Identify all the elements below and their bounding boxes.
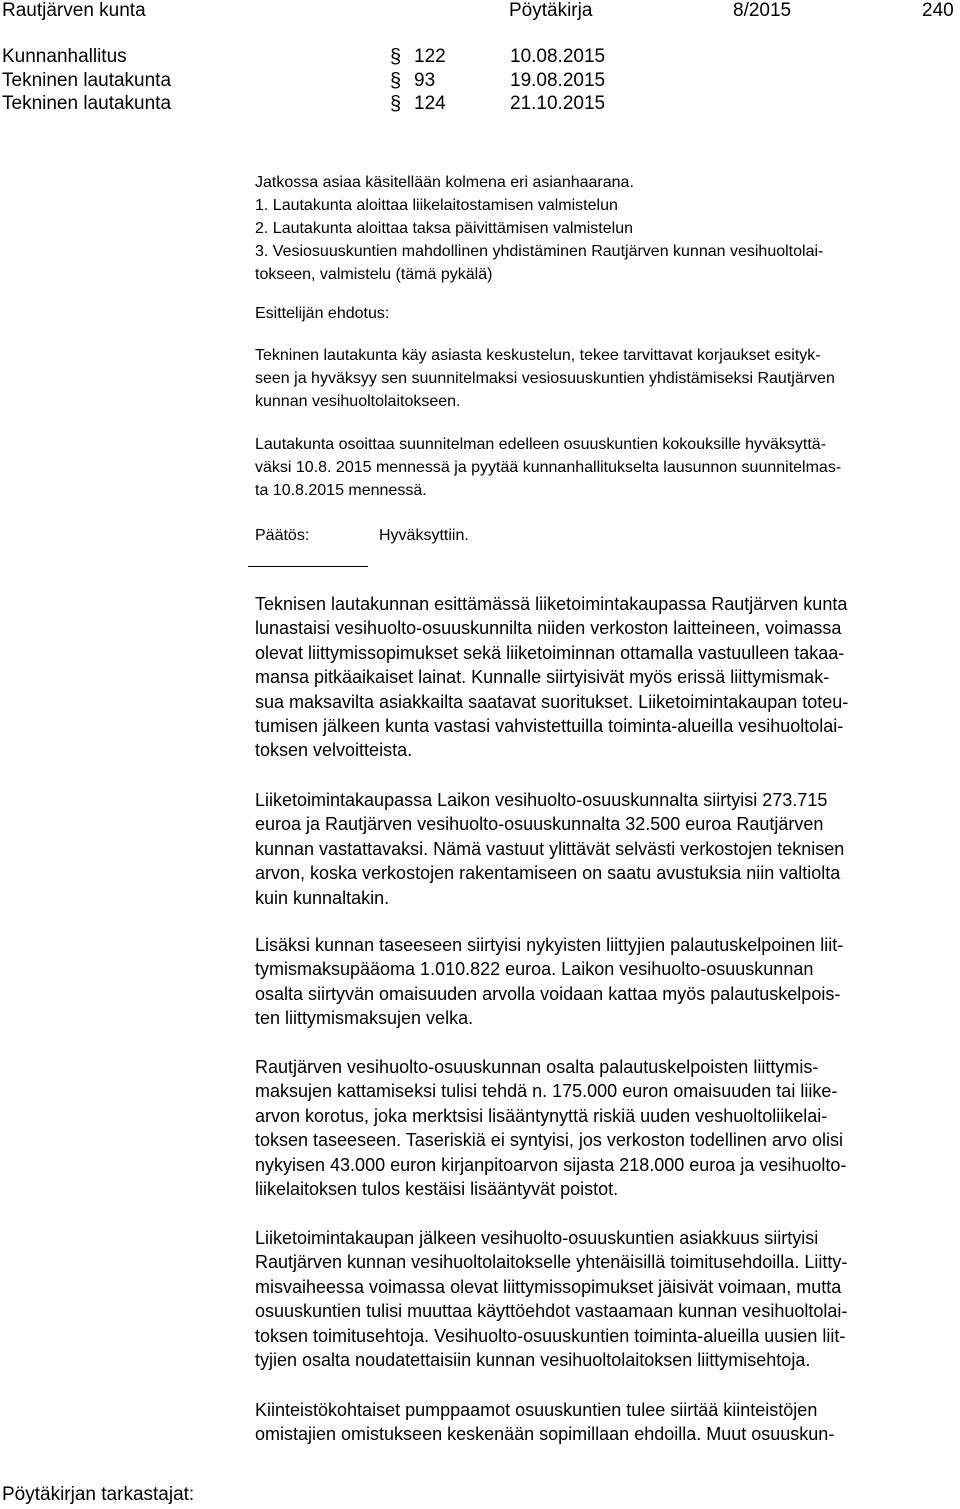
body-line: Liiketoimintakaupassa Laikon vesihuolto-osuuskunnalta siirtyisi 273.715 [255,790,828,810]
decision-label: Päätös: [255,527,310,544]
reference-date: 10.08.2015 [510,46,606,67]
body-line: toksen toimitusehtoja. Vesihuolto-osuuskuntien toiminta-alueilla uusien liit- [255,1325,846,1346]
municipality-name: Rautjärven kunta [2,0,146,21]
body-line: toksen velvoitteista. [255,740,413,761]
reviewers-label: Pöytäkirjan tarkastajat: [2,1484,195,1505]
reference-section: 122 [414,46,446,67]
proposal-paragraph [255,344,955,413]
reference-body: Tekninen lautakunta [2,70,172,91]
body-line: toksen taseeseen. Taseriskiä ei syntyisi, jos verkoston todellinen arvo olisi [255,1130,843,1151]
body-line: kunnan vastattavaksi. Nämä vastuut ylittävät selvästi verkostojen teknisen [255,838,845,859]
body-line: ten liittymismaksujen velka. [255,1008,474,1029]
body-line: Rautjärven vesihuolto-osuuskunnan osalta palautuskelpoisten liittymis- [255,1057,819,1077]
body-line: osuuskuntien tulisi muuttaa käyttöehdot vastaamaan kunnan vesihuoltolai- [255,1301,848,1322]
body-line: Teknisen lautakunnan esittämässä liiketoimintakaupassa Rautjärven kunta [255,594,848,614]
body-line: Kiinteistökohtaiset pumppaamot osuuskuntien tulee siirtää kiinteistöjen [255,1400,818,1420]
reference-section: 124 [414,93,446,114]
body-line: Rautjärven kunnan vesihuoltolaitokselle yhtenäisillä toimitusehdoilla. Liitty- [255,1252,848,1273]
body-line: liikelaitoksen tulos kestäisi lisääntyvät poistot. [255,1179,619,1200]
body-line: kuin kunnaltakin. [255,887,390,908]
intro-line: 2. Lautakunta aloittaa taksa päivittämisen valmistelun [255,220,633,237]
body-line: olevat liittymissopimukset sekä liiketoiminnan ottamalla vastuulleen takaa- [255,642,845,663]
body-line: Liiketoimintakaupan jälkeen vesihuolto-osuuskuntien asiakkuus siirtyisi [255,1228,819,1248]
reference-body: Kunnanhallitus [2,46,127,67]
body-line: euroa ja Rautjärven vesihuolto-osuuskunnalta 32.500 euroa Rautjärven [255,814,824,835]
body-line: nykyisen 43.000 euron kirjanpitoarvon sijasta 218.000 euroa ja vesihuolto- [255,1154,847,1175]
body-paragraph [255,933,955,1031]
proposal-paragraph [255,433,955,502]
section-sign-icon: § [390,70,402,92]
body-line: mansa pitkäaikaiset lainat. Kunnalle siirtyisivät myös erissä liittymismak- [255,667,830,688]
section-sign-icon: § [390,93,402,115]
body-line: tyjien osalta noudatettaisiin kunnan vesihuoltolaitoksen liittymisehtoja. [255,1350,811,1371]
document-type: Pöytäkirja [509,0,593,21]
decision-value: Hyväksyttiin. [379,527,469,544]
body-line: sua maksavilta asiakkailta saatavat suoritukset. Liiketoimintakaupan toteu- [255,691,849,712]
body-line: arvon, koska verkostojen rakentamiseen on saatu avustuksia niin valtiolta [255,863,841,884]
proposal-label: Esittelijän ehdotus: [255,305,390,322]
body-line: lunastaisi vesihuolto-osuuskunnilta niiden verkoston laitteineen, voimassa [255,618,842,639]
reference-section: 93 [414,70,436,91]
body-paragraph [255,1398,955,1447]
proposal-line: seen ja hyväksyy sen suunnitelmaksi vesiosuuskuntien yhdistämiseksi Rautjärven [255,370,835,387]
intro-line: Jatkossa asiaa käsitellään kolmena eri asianhaarana. [255,174,634,191]
body-line: tymismaksupääoma 1.010.822 euroa. Laikon vesihuolto-osuuskunnan [255,959,814,980]
issue-number: 8/2015 [733,0,792,21]
intro-line: tokseen, valmistelu (tämä pykälä) [255,266,493,283]
reference-date: 21.10.2015 [510,93,606,114]
proposal-line: kunnan vesihuoltolaitokseen. [255,393,461,410]
page-number: 240 [922,0,954,21]
proposal-line: väksi 10.8. 2015 mennessä ja pyytää kunnanhallitukselta lausunnon suunnitelmas- [255,459,842,476]
body-paragraph [255,1226,955,1372]
intro-line: 3. Vesiosuuskuntien mahdollinen yhdistäminen Rautjärven kunnan vesihuoltolai- [255,243,824,260]
reference-date: 19.08.2015 [510,70,606,91]
intro-line: 1. Lautakunta aloittaa liikelaitostamisen valmistelun [255,197,618,214]
body-line: Lisäksi kunnan taseeseen siirtyisi nykyisten liittyjien palautuskelpoinen liit- [255,935,844,955]
proposal-line: Tekninen lautakunta käy asiasta keskustelun, tekee tarvittavat korjaukset esityk- [255,347,821,364]
intro-paragraph [255,171,955,286]
body-paragraph [255,592,955,763]
body-line: maksujen kattamiseksi tulisi tehdä n. 175.000 euron omaisuuden tai liike- [255,1081,838,1102]
body-line: misvaiheessa voimassa olevat liittymissopimukset jäisivät voimaan, mutta [255,1276,842,1297]
body-line: arvon korotus, joka merktsisi lisääntynyttä riskiä uuden veshuoltoliikelai- [255,1105,828,1126]
body-paragraph [255,788,955,910]
body-line: tumisen jälkeen kunta vastasi vahvistettuilla toiminta-alueilla vesihuoltolai- [255,716,844,737]
proposal-line: Lautakunta osoittaa suunnitelman edelleen osuuskuntien kokouksille hyväksyttä- [255,436,827,453]
reference-body: Tekninen lautakunta [2,93,172,114]
proposal-line: ta 10.8.2015 mennessä. [255,482,427,499]
body-line: osalta siirtyvän omaisuuden arvolla voidaan kattaa myös palautuskelpois- [255,983,841,1004]
body-line: omistajien omistukseen keskenään sopimillaan ehdoilla. Muut osuuskun- [255,1424,835,1445]
decision-divider [248,566,368,567]
body-paragraph [255,1055,955,1201]
section-sign-icon: § [390,46,402,68]
